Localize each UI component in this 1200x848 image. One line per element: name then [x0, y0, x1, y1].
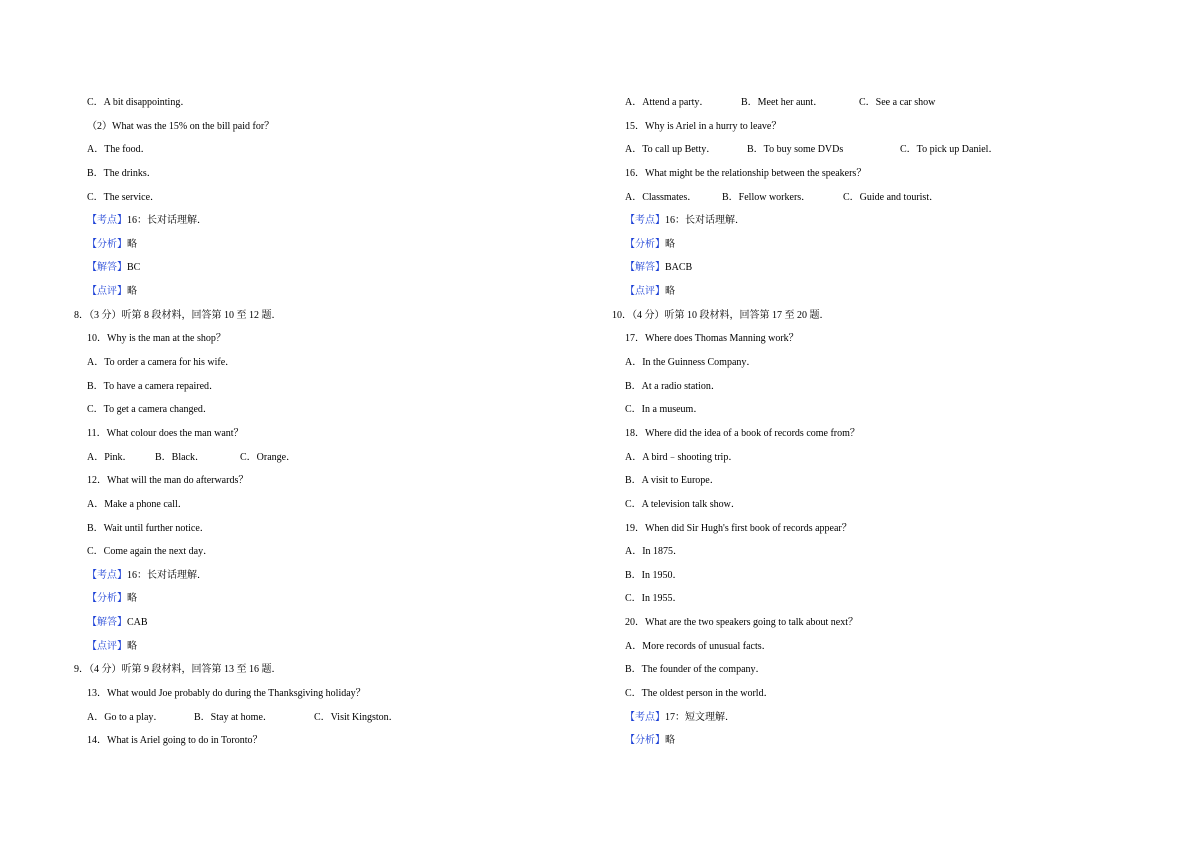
annotation-text: 17：短文理解． — [665, 711, 735, 723]
text-line: C．A bit disappointing． — [87, 97, 191, 108]
annotation-line — [74, 592, 574, 616]
text-line: 12．What will the man do afterwards？ — [87, 475, 249, 487]
annotation-text: 略 — [127, 593, 137, 605]
text-line: A．More records of unusual facts． — [625, 640, 772, 652]
text-line: B．The founder of the company． — [625, 664, 766, 676]
option-a: A．Pink． — [87, 451, 133, 463]
text-line: 10．Why is the man at the shop？ — [87, 333, 226, 345]
annotation-label: 【分析】 — [625, 238, 665, 250]
option-a: A．To call up Betty． — [625, 144, 717, 156]
annotation-text: 略 — [665, 735, 675, 747]
annotation-label: 【考点】 — [87, 215, 127, 227]
text-line: C．To get a camera changed． — [87, 404, 213, 416]
text-line: 16．What might be the relationship between the speakers？ — [625, 167, 867, 179]
text-line: 10．（4 分）听第 10 段材料，回答第 17 至 20 题． — [612, 309, 830, 321]
annotation-line — [74, 261, 574, 285]
annotation-text: BC — [127, 262, 141, 274]
annotation-line — [74, 569, 574, 593]
option-a: A．Classmates． — [625, 191, 698, 203]
annotation-text: 16：长对话理解． — [665, 215, 745, 227]
annotation-label: 【点评】 — [625, 286, 665, 298]
annotation-label: 【分析】 — [87, 593, 127, 605]
text-line: C．A television talk show． — [625, 498, 741, 510]
option-a: A．Attend a party． — [625, 97, 710, 108]
text-line: B．To have a camera repaired． — [87, 380, 220, 392]
right-column — [612, 96, 1152, 758]
annotation-text: 16：长对话理解． — [127, 569, 207, 581]
options-line — [612, 96, 1152, 120]
text-line: B．In 1950． — [625, 569, 683, 581]
text-line: B．The drinks． — [87, 167, 157, 179]
text-line: （2）What was the 15% on the bill paid for？ — [87, 120, 275, 132]
text-line: A．Make a phone call． — [87, 498, 188, 510]
option-b: B．Stay at home． — [194, 711, 273, 723]
annotation-text: 略 — [665, 238, 675, 250]
annotation-label: 【解答】 — [87, 262, 127, 274]
text-line: C．In a museum． — [625, 404, 704, 416]
option-a: A．Go to a play． — [87, 711, 164, 723]
text-line: 17．Where does Thomas Manning work？ — [625, 333, 799, 345]
annotation-label: 【考点】 — [625, 215, 665, 227]
annotation-line — [612, 711, 1152, 735]
options-line — [74, 451, 574, 475]
text-line: 18．Where did the idea of a book of records come from？ — [625, 427, 860, 439]
text-line: 20．What are the two speakers going to talk about next？ — [625, 617, 858, 629]
annotation-line — [612, 214, 1152, 238]
text-line: 14．What is Ariel going to do in Toronto？ — [87, 735, 263, 747]
text-line: A．In 1875． — [625, 546, 684, 558]
annotation-text: 略 — [127, 238, 137, 250]
annotation-label: 【点评】 — [87, 640, 127, 652]
annotation-label: 【分析】 — [87, 238, 127, 250]
text-line: C．In 1955． — [625, 593, 683, 605]
text-line: C．Come again the next day． — [87, 546, 214, 558]
annotation-line — [74, 616, 574, 640]
left-column — [74, 96, 574, 758]
annotation-text: 16：长对话理解． — [127, 215, 207, 227]
annotation-text: 略 — [665, 286, 675, 298]
option-b: B．Fellow workers． — [722, 191, 812, 203]
text-line: A．In the Guinness Company． — [625, 357, 757, 369]
text-line: 19．When did Sir Hugh's first book of records appear？ — [625, 522, 852, 534]
option-c: C．Orange． — [240, 451, 297, 463]
annotation-label: 【考点】 — [625, 711, 665, 723]
text-line: 13．What would Joe probably do during the Thanksgiving holiday？ — [87, 688, 366, 700]
annotation-line — [74, 640, 574, 664]
text-line: 8．（3 分）听第 8 段材料，回答第 10 至 12 题． — [74, 309, 282, 321]
option-b: B．Black． — [155, 451, 205, 463]
text-line: C．The oldest person in the world． — [625, 688, 774, 700]
option-b: B．To buy some DVDs — [747, 144, 844, 156]
text-line: 9．（4 分）听第 9 段材料，回答第 13 至 16 题． — [74, 664, 282, 676]
annotation-text: 略 — [127, 286, 137, 298]
annotation-label: 【点评】 — [87, 286, 127, 298]
annotation-line — [74, 214, 574, 238]
annotation-line — [74, 238, 574, 262]
text-line: C．The service． — [87, 191, 161, 203]
option-c: C．See a car show — [859, 97, 936, 108]
options-line — [612, 143, 1152, 167]
annotation-text: 略 — [127, 640, 137, 652]
annotation-line — [612, 734, 1152, 758]
text-line: B．Wait until further notice． — [87, 522, 210, 534]
text-line: A．A bird﹣shooting trip． — [625, 451, 739, 463]
annotation-text: BACB — [665, 262, 693, 274]
text-line: A．The food． — [87, 144, 151, 156]
option-b: B．Meet her aunt． — [741, 97, 824, 108]
option-c: C．Visit Kingston． — [314, 711, 399, 723]
annotation-line — [612, 285, 1152, 309]
options-line — [612, 191, 1152, 215]
option-c: C．Guide and tourist． — [843, 191, 940, 203]
annotation-label: 【考点】 — [87, 569, 127, 581]
annotation-label: 【分析】 — [625, 735, 665, 747]
text-line: 15．Why is Ariel in a hurry to leave？ — [625, 120, 782, 132]
annotation-line — [74, 285, 574, 309]
annotation-label: 【解答】 — [87, 617, 127, 629]
annotation-label: 【解答】 — [625, 262, 665, 274]
options-line — [74, 711, 574, 735]
annotation-line — [612, 238, 1152, 262]
text-line: 11．What colour does the man want？ — [87, 427, 244, 439]
annotation-text: CAB — [127, 617, 148, 629]
text-line: B．A visit to Europe． — [625, 475, 720, 487]
option-c: C．To pick up Daniel． — [900, 144, 999, 156]
text-line: A．To order a camera for his wife． — [87, 357, 236, 369]
text-line: B．At a radio station． — [625, 380, 721, 392]
annotation-line — [612, 261, 1152, 285]
